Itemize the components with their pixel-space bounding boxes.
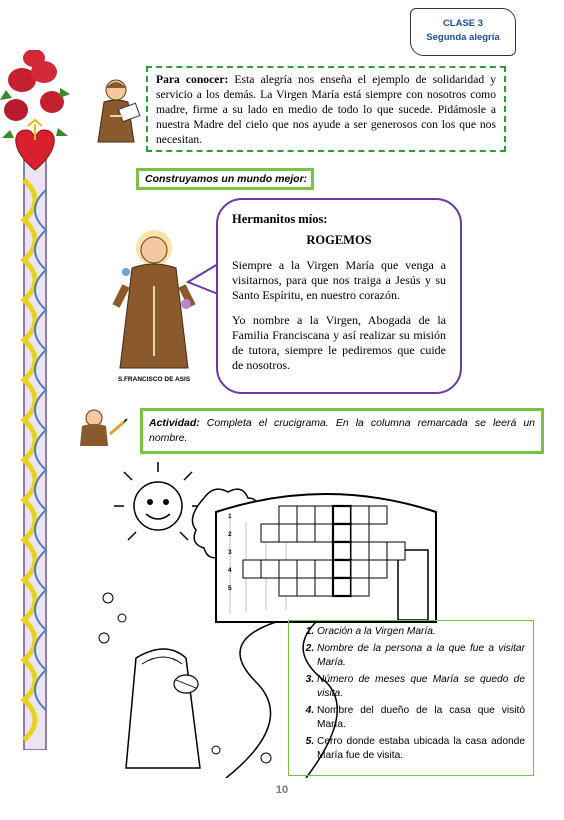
para-conocer-text: Esta alegría nos enseña el ejemplo de solidaridad y servicio a los demás. La Virgen María está siempre con nosotros como madre, firme a su lado en medio de todo lo que sucede. Pidámosle a nuestra Madre del cielo que nos ayude a ser generosos con los que nos necesitan.: [156, 73, 496, 146]
smiling-sun: [114, 462, 202, 540]
clue-list: [295, 625, 525, 764]
bubble-paragraph-2: Yo nombre a la Virgen, Abogada de la Familia Franciscana y así realizar su misión de tutora, siempre le pediremos que cuide de nosotros.: [232, 313, 446, 372]
friar-writing-icon: [76, 408, 130, 446]
prayer-speech-bubble: [216, 198, 462, 394]
clue-item: 3. Número de meses que María se quedo de visita.: [317, 673, 525, 702]
clue-item: 1. Oración a la Virgen María.: [317, 625, 525, 640]
saint-francis-illustration: [104, 226, 204, 386]
actividad-box: [140, 408, 544, 454]
clue-item: 4. Nombre del dueño de la casa que visitó María.: [317, 704, 525, 733]
rose-pole-illustration: [0, 50, 70, 750]
crossword-clues-box: [288, 620, 534, 776]
lesson-number: CLASE 3: [442, 18, 484, 29]
friar-reading-icon: [96, 76, 144, 148]
row-number: 1: [228, 513, 232, 520]
mary-walking-illustration: [126, 649, 200, 768]
saint-caption: S.FRANCISCO DE ASIS: [117, 376, 191, 383]
row-number: 3: [228, 549, 232, 556]
bubble-paragraph-1: Siempre a la Virgen María que venga a visitarnos, para que nos traiga a Jesús y su Santo Espíritu, en nuestro corazón.: [232, 258, 446, 302]
clue-item: 5. Cerro donde estaba ubicada la casa adonde María fue de visita.: [317, 735, 525, 764]
actividad-label: Actividad:: [149, 417, 200, 429]
actividad-text: Completa el crucigrama. En la columna remarcada se leerá un nombre.: [149, 417, 535, 444]
para-conocer-box: [146, 66, 506, 152]
lesson-title: Segunda alegría: [426, 32, 500, 43]
construyamos-heading: Construyamos un mundo mejor:: [136, 168, 314, 190]
bubble-greeting: Hermanitos míos:: [232, 212, 328, 226]
lesson-header-scroll: [410, 8, 516, 56]
clue-item: 2. Nombre de la persona a la que fue a visitar María.: [317, 642, 525, 671]
row-number: 5: [228, 585, 232, 592]
page-number: 10: [275, 784, 289, 796]
row-number: 2: [228, 531, 232, 538]
para-conocer-label: Para conocer:: [156, 73, 229, 86]
row-number: 4: [228, 567, 232, 574]
bubble-title: ROGEMOS: [306, 233, 372, 247]
